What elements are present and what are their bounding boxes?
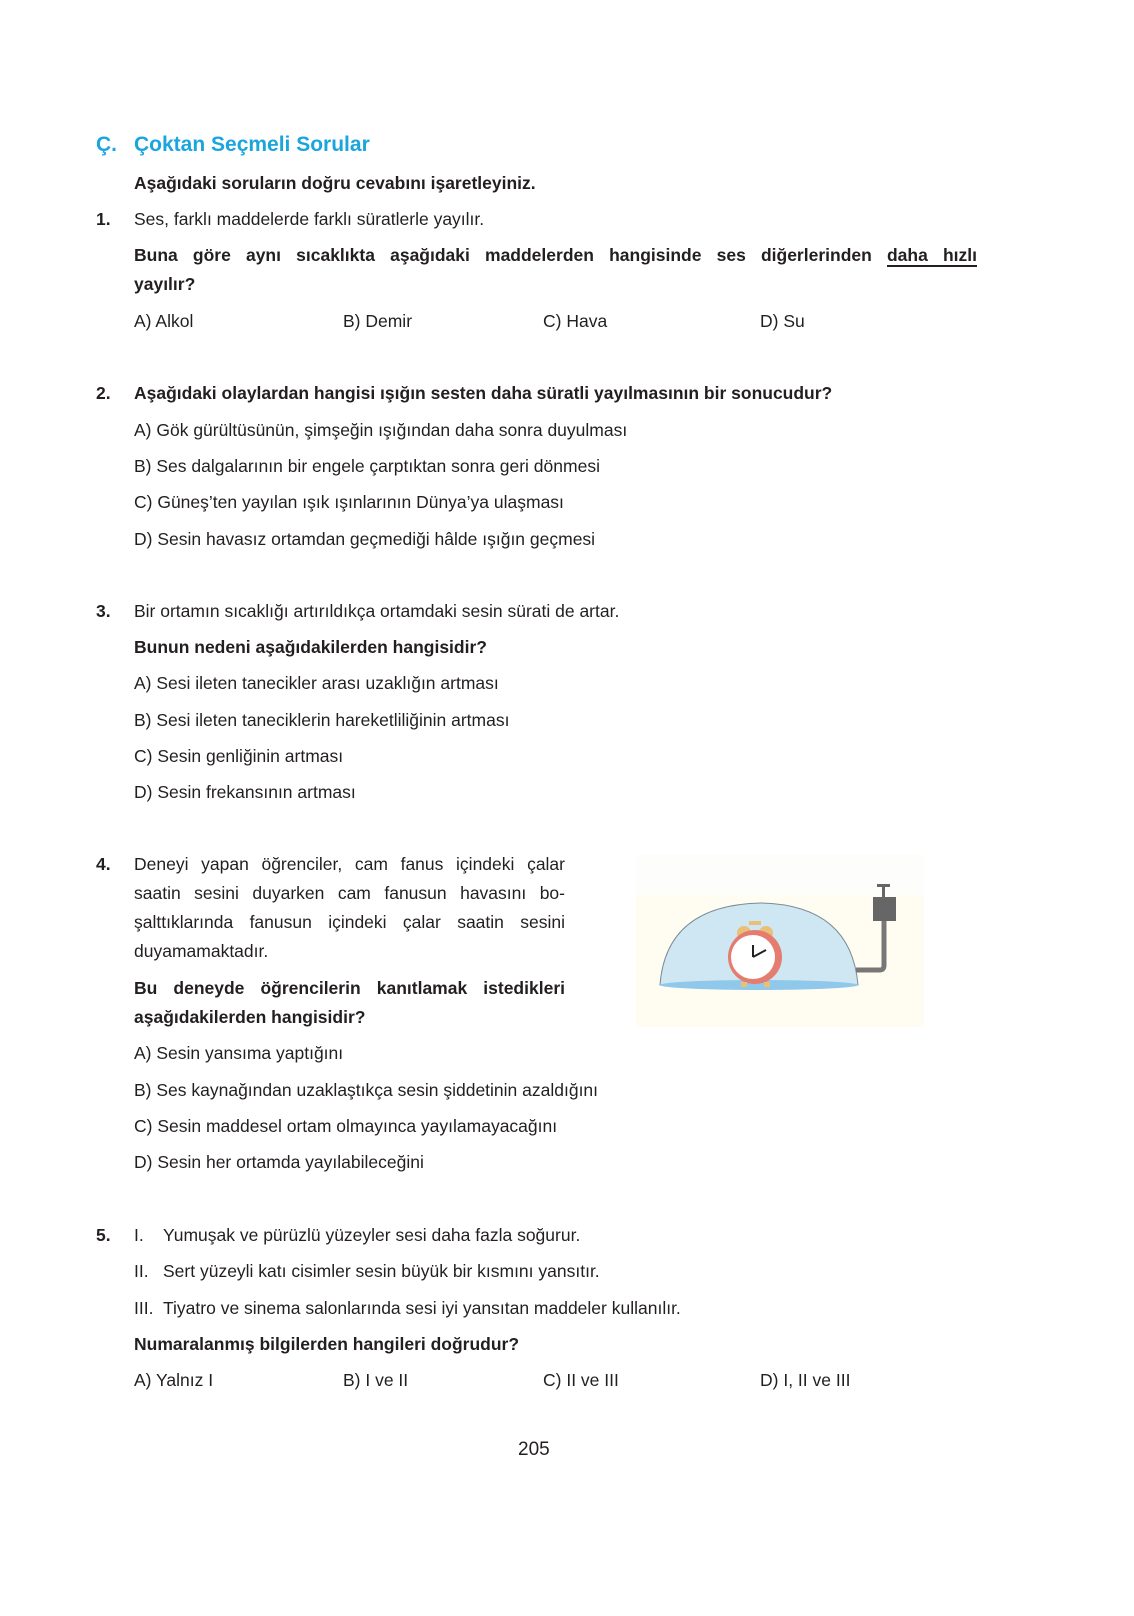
q4-stem-line: şalttıklarında fanusun içindeki çalar saatin sesini bbox=[134, 912, 565, 932]
q1-number: 1. bbox=[96, 209, 111, 229]
instruction: Aşağıdaki soruların doğru cevabını işaretleyiniz. bbox=[134, 173, 536, 193]
q5-option-a[interactable]: A) Yalnız I bbox=[134, 1370, 214, 1390]
q5-number: 5. bbox=[96, 1225, 111, 1245]
q2-option-b[interactable]: B) Ses dalgalarının bir engele çarptıktan sonra geri dönmesi bbox=[134, 456, 600, 476]
q5-statement: Yumuşak ve pürüzlü yüzeyler sesi daha fazla soğurur. bbox=[163, 1225, 581, 1245]
q2-question: Aşağıdaki olaylardan hangisi ışığın sesten daha süratli yayılmasının bir sonucudur? bbox=[134, 383, 833, 403]
q1-emphasis: daha hızlı bbox=[886, 245, 977, 265]
q1-question-text: Buna göre aynı sıcaklıkta aşağıdaki maddelerden hangisinde ses diğerlerinden bbox=[134, 245, 872, 265]
q4-stem-line: duyamamaktadır. bbox=[134, 941, 269, 961]
q4-question-line: aşağıdakilerden hangisidir? bbox=[134, 1007, 366, 1027]
q5-statement: Tiyatro ve sinema salonlarında sesi iyi yansıtan maddeler kullanılır. bbox=[163, 1298, 681, 1318]
q2-option-a[interactable]: A) Gök gürültüsünün, şimşeğin ışığından daha sonra duyulması bbox=[134, 420, 628, 440]
q2-option-c[interactable]: C) Güneş’ten yayılan ışık ışınlarının Dünya’ya ulaşması bbox=[134, 492, 564, 512]
q1-option-c[interactable]: C) Hava bbox=[543, 311, 608, 331]
q1-option-d[interactable]: D) Su bbox=[760, 311, 805, 331]
q3-question: Bunun nedeni aşağıdakilerden hangisidir? bbox=[134, 637, 487, 657]
q1-option-a[interactable]: A) Alkol bbox=[134, 311, 194, 331]
q5-statement-num: III. bbox=[134, 1298, 154, 1318]
q5-statement-num: II. bbox=[134, 1261, 149, 1281]
q3-option-b[interactable]: B) Sesi ileten taneciklerin hareketliliğinin artması bbox=[134, 710, 510, 730]
q5-option-d[interactable]: D) I, II ve III bbox=[760, 1370, 851, 1390]
section-title: Çoktan Seçmeli Sorular bbox=[134, 133, 370, 156]
q4-number: 4. bbox=[96, 854, 111, 874]
q4-option-c[interactable]: C) Sesin maddesel ortam olmayınca yayılamayacağını bbox=[134, 1116, 558, 1136]
q5-question: Numaralanmış bilgilerden hangileri doğrudur? bbox=[134, 1334, 520, 1354]
q4-option-b[interactable]: B) Ses kaynağından uzaklaştıkça sesin şiddetinin azaldığını bbox=[134, 1080, 599, 1100]
section-letter: Ç. bbox=[96, 133, 117, 156]
q1-question bbox=[134, 244, 977, 266]
q4-question-line: Bu deneyde öğrencilerin kanıtlamak istedikleri bbox=[134, 978, 565, 998]
q1-stem: Ses, farklı maddelerde farklı süratlerle yayılır. bbox=[134, 209, 485, 229]
q5-option-b[interactable]: B) I ve II bbox=[343, 1370, 409, 1390]
q5-option-c[interactable]: C) II ve III bbox=[543, 1370, 619, 1390]
q4-stem-line: Deneyi yapan öğrenciler, cam fanus içindeki çalar bbox=[134, 854, 565, 874]
q1-option-b[interactable]: B) Demir bbox=[343, 311, 413, 331]
q2-number: 2. bbox=[96, 383, 111, 403]
q4-stem-line: saatin sesini duyarken cam fanusun havasını bo- bbox=[134, 883, 565, 903]
q3-option-a[interactable]: A) Sesi ileten tanecikler arası uzaklığın artması bbox=[134, 673, 499, 693]
q3-stem: Bir ortamın sıcaklığı artırıldıkça ortamdaki sesin sürati de artar. bbox=[134, 601, 620, 621]
q3-number: 3. bbox=[96, 601, 111, 621]
q1-question-end: yayılır? bbox=[134, 274, 196, 294]
bell-jar-alarm-clock-illustration bbox=[636, 855, 924, 1027]
q4-option-a[interactable]: A) Sesin yansıma yaptığını bbox=[134, 1043, 344, 1063]
q5-statement-num: I. bbox=[134, 1225, 144, 1245]
q3-option-d[interactable]: D) Sesin frekansının artması bbox=[134, 782, 356, 802]
page-number: 205 bbox=[518, 1439, 550, 1460]
q3-option-c[interactable]: C) Sesin genliğinin artması bbox=[134, 746, 344, 766]
q5-statement: Sert yüzeyli katı cisimler sesin büyük bir kısmını yansıtır. bbox=[163, 1261, 600, 1281]
q2-option-d[interactable]: D) Sesin havasız ortamdan geçmediği hâlde ışığın geçmesi bbox=[134, 529, 596, 549]
q4-option-d[interactable]: D) Sesin her ortamda yayılabileceğini bbox=[134, 1152, 424, 1172]
